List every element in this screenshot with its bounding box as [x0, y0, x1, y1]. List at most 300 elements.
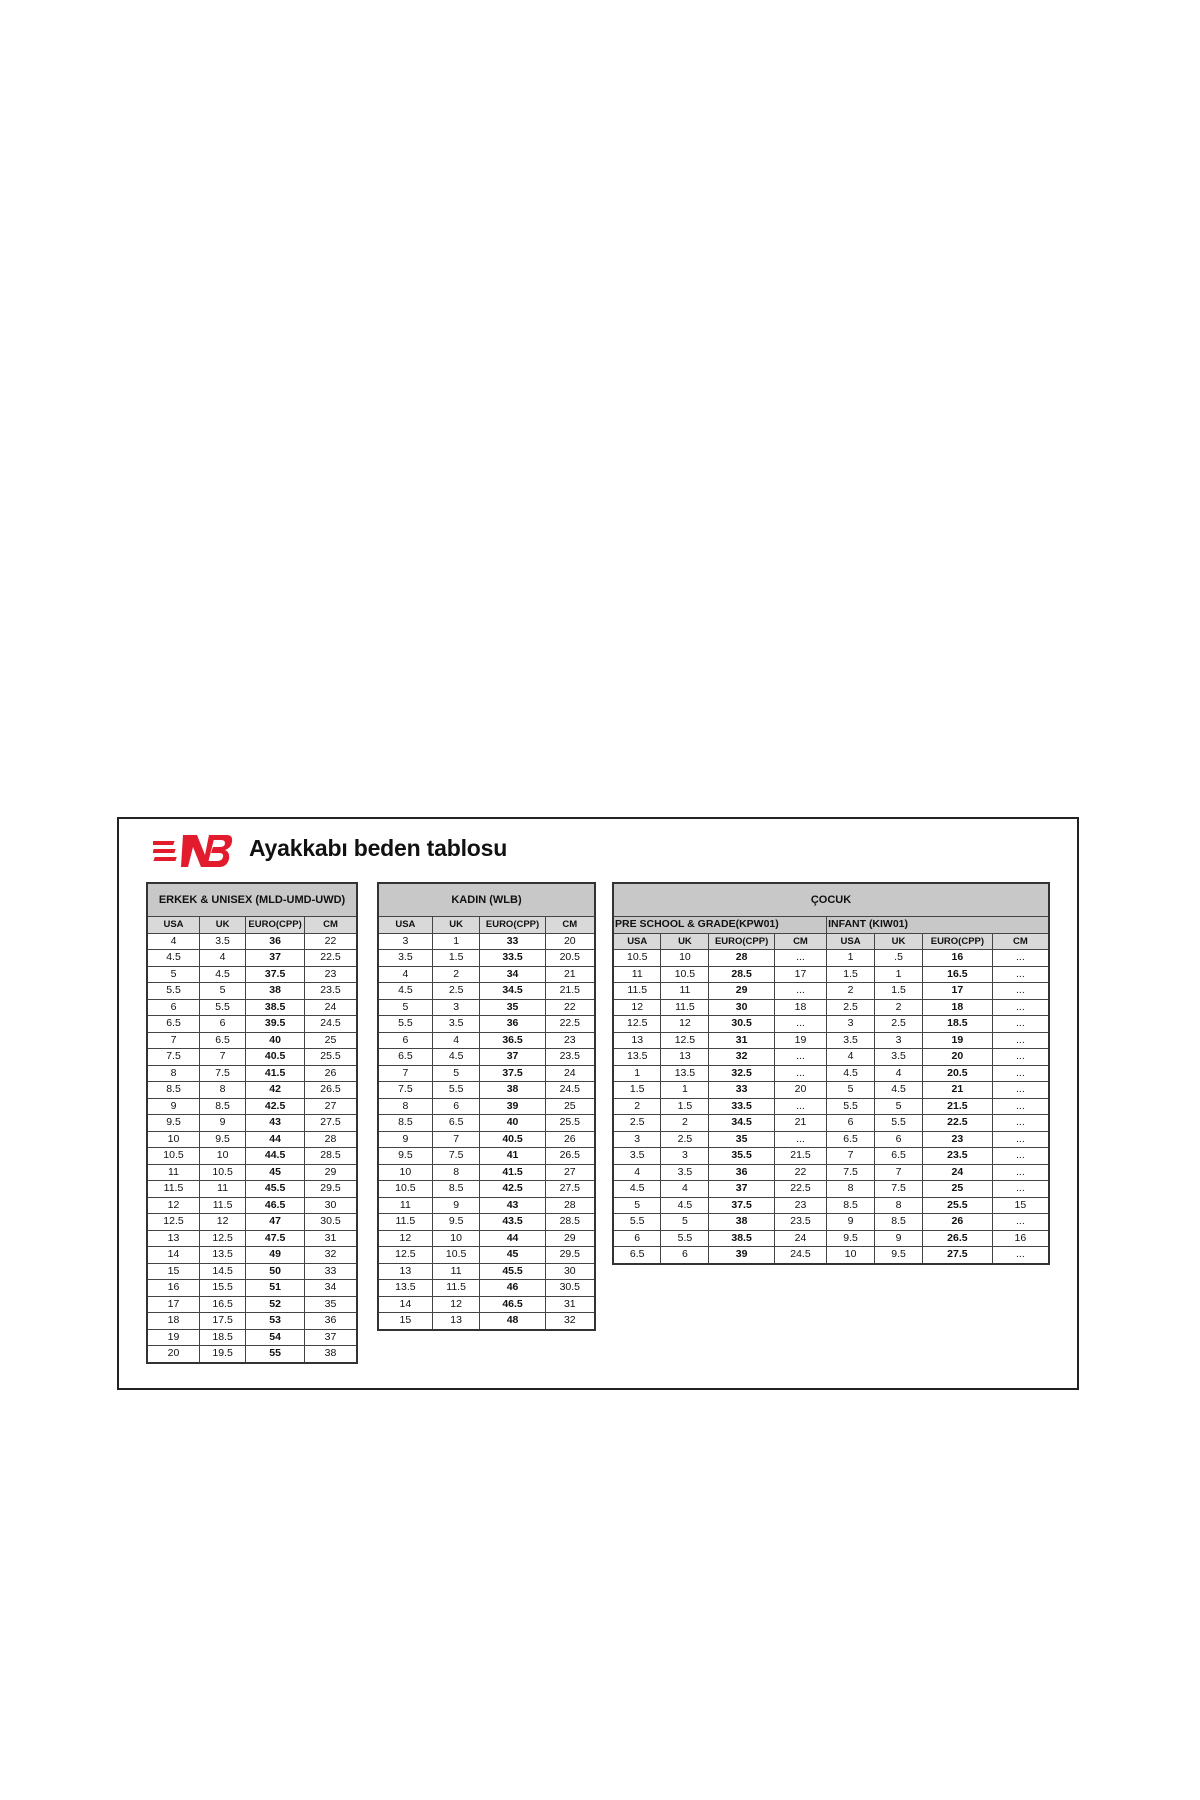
- table-cell: 5: [378, 999, 432, 1016]
- table-cell: 42.5: [480, 1181, 545, 1198]
- table-cell: 5: [200, 983, 246, 1000]
- table-cell: 1.5: [661, 1098, 709, 1115]
- column-header: EURO(CPP): [246, 917, 305, 934]
- table-cell: ...: [774, 1098, 826, 1115]
- table-cell: 6.5: [827, 1131, 875, 1148]
- table-cell: 3.5: [200, 933, 246, 950]
- table-cell: 32: [304, 1247, 357, 1264]
- table-cell: 38.5: [709, 1230, 774, 1247]
- women-size-table: [377, 882, 596, 1331]
- table-cell: 18: [147, 1313, 200, 1330]
- table-cell: 6: [613, 1230, 661, 1247]
- table-cell: 6: [200, 1016, 246, 1033]
- table-cell: 17.5: [200, 1313, 246, 1330]
- table-row: [613, 1197, 1049, 1214]
- table-cell: ...: [992, 1214, 1049, 1231]
- table-cell: 35: [304, 1296, 357, 1313]
- table-cell: 4: [200, 950, 246, 967]
- table-cell: 24: [923, 1164, 993, 1181]
- table-row: [147, 1247, 357, 1264]
- table-cell: 19: [923, 1032, 993, 1049]
- table-cell: 12.5: [200, 1230, 246, 1247]
- table-cell: 5: [827, 1082, 875, 1099]
- preschool-label: PRE SCHOOL & GRADE(KPW01): [613, 917, 827, 934]
- table-cell: 29: [709, 983, 774, 1000]
- table-cell: 6.5: [147, 1016, 200, 1033]
- table-row: [147, 1197, 357, 1214]
- table-cell: 7.5: [200, 1065, 246, 1082]
- table-cell: 3: [432, 999, 480, 1016]
- table-row: [147, 983, 357, 1000]
- table-cell: 47.5: [246, 1230, 305, 1247]
- table-cell: 44: [246, 1131, 305, 1148]
- table-cell: 26.5: [545, 1148, 595, 1165]
- table-cell: 9.5: [200, 1131, 246, 1148]
- table-cell: 8: [432, 1164, 480, 1181]
- table-cell: 9.5: [875, 1247, 923, 1264]
- table-row: [378, 933, 595, 950]
- table-cell: 50: [246, 1263, 305, 1280]
- table-cell: 23.5: [304, 983, 357, 1000]
- table-row: [613, 999, 1049, 1016]
- table-cell: 32: [709, 1049, 774, 1066]
- table-cell: 2.5: [827, 999, 875, 1016]
- table-cell: 27.5: [923, 1247, 993, 1264]
- table-row: [613, 1214, 1049, 1231]
- table-cell: 32: [545, 1313, 595, 1330]
- table-cell: 30.5: [545, 1280, 595, 1297]
- table-cell: 28.5: [304, 1148, 357, 1165]
- table-cell: 17: [147, 1296, 200, 1313]
- table-cell: 7.5: [827, 1164, 875, 1181]
- table-cell: 6.5: [613, 1247, 661, 1264]
- table-row: [147, 1016, 357, 1033]
- table-cell: 13: [432, 1313, 480, 1330]
- table-cell: 6: [661, 1247, 709, 1264]
- table-cell: 3: [613, 1131, 661, 1148]
- table-cell: 4: [432, 1032, 480, 1049]
- table-cell: 6: [827, 1115, 875, 1132]
- table-cell: 43: [480, 1197, 545, 1214]
- table-cell: ...: [992, 1247, 1049, 1264]
- table-row: [378, 1313, 595, 1330]
- table-cell: 11: [432, 1263, 480, 1280]
- table-cell: 4: [147, 933, 200, 950]
- table-cell: 23.5: [545, 1049, 595, 1066]
- table-row: [147, 1280, 357, 1297]
- table-cell: 19: [774, 1032, 826, 1049]
- table-cell: 21.5: [545, 983, 595, 1000]
- table-cell: 12: [147, 1197, 200, 1214]
- table-cell: 12: [613, 999, 661, 1016]
- table-cell: 9: [432, 1197, 480, 1214]
- table-cell: 10.5: [200, 1164, 246, 1181]
- column-header: USA: [378, 917, 432, 934]
- table-cell: 38: [709, 1214, 774, 1231]
- table-cell: ...: [992, 1181, 1049, 1198]
- table-row: [378, 1032, 595, 1049]
- table-cell: 18: [774, 999, 826, 1016]
- table-cell: 36: [480, 1016, 545, 1033]
- table-cell: 23.5: [774, 1214, 826, 1231]
- table-cell: ...: [992, 966, 1049, 983]
- table-cell: 38.5: [246, 999, 305, 1016]
- table-row: [613, 1164, 1049, 1181]
- table-row: [147, 1082, 357, 1099]
- table-cell: 40: [246, 1032, 305, 1049]
- table-cell: 6.5: [378, 1049, 432, 1066]
- table-row: [147, 933, 357, 950]
- table-row: [378, 1148, 595, 1165]
- table-cell: ...: [992, 1131, 1049, 1148]
- table-cell: ...: [992, 1148, 1049, 1165]
- table-cell: 5.5: [661, 1230, 709, 1247]
- table-cell: 26.5: [923, 1230, 993, 1247]
- table-cell: 4.5: [875, 1082, 923, 1099]
- page-title: Ayakkabı beden tablosu: [249, 835, 508, 861]
- table-cell: 5.5: [200, 999, 246, 1016]
- table-cell: 13.5: [661, 1065, 709, 1082]
- table-cell: 42: [246, 1082, 305, 1099]
- table-row: [378, 1049, 595, 1066]
- table-cell: 11.5: [378, 1214, 432, 1231]
- table-row: [378, 1247, 595, 1264]
- table-cell: 29.5: [304, 1181, 357, 1198]
- table-row: [378, 1131, 595, 1148]
- table-cell: 9: [200, 1115, 246, 1132]
- table-cell: 4.5: [661, 1197, 709, 1214]
- table-cell: 6: [875, 1131, 923, 1148]
- table-row: [378, 1263, 595, 1280]
- table-cell: 41.5: [246, 1065, 305, 1082]
- table-cell: 10.5: [147, 1148, 200, 1165]
- table-cell: 26: [923, 1214, 993, 1231]
- table-cell: 23: [304, 966, 357, 983]
- table-cell: 11.5: [432, 1280, 480, 1297]
- table-cell: 6.5: [200, 1032, 246, 1049]
- table-cell: 37.5: [246, 966, 305, 983]
- table-cell: 44.5: [246, 1148, 305, 1165]
- table-cell: 33.5: [480, 950, 545, 967]
- table-cell: 46: [480, 1280, 545, 1297]
- table-row: [378, 966, 595, 983]
- table-cell: 25: [923, 1181, 993, 1198]
- table-cell: 40.5: [480, 1131, 545, 1148]
- table-cell: 23: [923, 1131, 993, 1148]
- table-cell: 16: [923, 950, 993, 967]
- table-cell: 20: [774, 1082, 826, 1099]
- table-cell: 54: [246, 1329, 305, 1346]
- table-row: [378, 1082, 595, 1099]
- table-cell: 4.5: [432, 1049, 480, 1066]
- table-row: [613, 1065, 1049, 1082]
- table-cell: 39: [709, 1247, 774, 1264]
- table-cell: 41: [480, 1148, 545, 1165]
- table-row: [613, 1016, 1049, 1033]
- table-row: [378, 950, 595, 967]
- table-cell: 13: [661, 1049, 709, 1066]
- table-cell: 6: [147, 999, 200, 1016]
- table-cell: 5: [661, 1214, 709, 1231]
- table-cell: 25.5: [923, 1197, 993, 1214]
- table-row: [147, 1296, 357, 1313]
- table-row: [613, 1049, 1049, 1066]
- table-cell: 3: [661, 1148, 709, 1165]
- table-cell: 37: [480, 1049, 545, 1066]
- table-cell: 11: [613, 966, 661, 983]
- table-cell: 46.5: [480, 1296, 545, 1313]
- table-cell: 29: [304, 1164, 357, 1181]
- table-cell: 14: [147, 1247, 200, 1264]
- table-cell: 45: [246, 1164, 305, 1181]
- table-cell: 13.5: [200, 1247, 246, 1264]
- table-cell: 12: [200, 1214, 246, 1231]
- table-cell: 24.5: [774, 1247, 826, 1264]
- table-cell: 21: [923, 1082, 993, 1099]
- table-cell: 6.5: [432, 1115, 480, 1132]
- table-cell: 34.5: [709, 1115, 774, 1132]
- table-cell: 33: [304, 1263, 357, 1280]
- table-cell: ...: [992, 999, 1049, 1016]
- table-cell: 28: [545, 1197, 595, 1214]
- table-cell: 25.5: [304, 1049, 357, 1066]
- table-cell: 7.5: [147, 1049, 200, 1066]
- table-cell: 22.5: [923, 1115, 993, 1132]
- column-header: EURO(CPP): [709, 933, 774, 950]
- table-cell: 38: [246, 983, 305, 1000]
- table-cell: 11: [661, 983, 709, 1000]
- column-header: UK: [200, 917, 246, 934]
- table-cell: 5.5: [613, 1214, 661, 1231]
- table-row: [147, 950, 357, 967]
- table-cell: 15: [147, 1263, 200, 1280]
- table-cell: 4.5: [378, 983, 432, 1000]
- table-cell: 21: [774, 1115, 826, 1132]
- table-cell: 35: [709, 1131, 774, 1148]
- table-cell: 39.5: [246, 1016, 305, 1033]
- table-cell: 4.5: [200, 966, 246, 983]
- table-cell: 30: [304, 1197, 357, 1214]
- table-cell: 10: [147, 1131, 200, 1148]
- table-cell: 32.5: [709, 1065, 774, 1082]
- table-cell: 3.5: [432, 1016, 480, 1033]
- table-cell: 6.5: [875, 1148, 923, 1165]
- table-cell: 8: [200, 1082, 246, 1099]
- table-row: [613, 950, 1049, 967]
- table-cell: 8.5: [147, 1082, 200, 1099]
- table-cell: 51: [246, 1280, 305, 1297]
- table-cell: 10.5: [661, 966, 709, 983]
- table-cell: ...: [774, 1065, 826, 1082]
- table-cell: 25: [304, 1032, 357, 1049]
- table-cell: 5: [613, 1197, 661, 1214]
- table-cell: 25.5: [545, 1115, 595, 1132]
- table-row: [147, 966, 357, 983]
- table-cell: ...: [992, 1082, 1049, 1099]
- table-cell: 1: [827, 950, 875, 967]
- table-cell: 27.5: [304, 1115, 357, 1132]
- table-row: [378, 1197, 595, 1214]
- table-cell: 3.5: [875, 1049, 923, 1066]
- table-cell: 33: [480, 933, 545, 950]
- table-cell: 12: [378, 1230, 432, 1247]
- table-cell: 4: [661, 1181, 709, 1198]
- column-header: USA: [147, 917, 200, 934]
- column-header: UK: [661, 933, 709, 950]
- table-row: [613, 1181, 1049, 1198]
- table-row: [613, 966, 1049, 983]
- table-row: [147, 1346, 357, 1363]
- table-cell: 12.5: [147, 1214, 200, 1231]
- table-cell: 45: [480, 1247, 545, 1264]
- women-group-label: KADIN (WLB): [378, 883, 595, 917]
- table-cell: 34.5: [480, 983, 545, 1000]
- table-cell: 40.5: [246, 1049, 305, 1066]
- table-cell: 13.5: [378, 1280, 432, 1297]
- table-cell: 31: [304, 1230, 357, 1247]
- table-cell: 2.5: [661, 1131, 709, 1148]
- table-cell: 7.5: [875, 1181, 923, 1198]
- table-cell: 14.5: [200, 1263, 246, 1280]
- table-cell: 22.5: [545, 1016, 595, 1033]
- table-row: [378, 1181, 595, 1198]
- table-row: [378, 983, 595, 1000]
- table-cell: 47: [246, 1214, 305, 1231]
- table-cell: 2.5: [875, 1016, 923, 1033]
- table-row: [147, 1214, 357, 1231]
- table-cell: 2: [432, 966, 480, 983]
- table-cell: ...: [992, 1115, 1049, 1132]
- table-cell: 19: [147, 1329, 200, 1346]
- table-cell: 9.5: [432, 1214, 480, 1231]
- table-cell: ...: [774, 1131, 826, 1148]
- table-cell: 31: [709, 1032, 774, 1049]
- table-cell: ...: [992, 950, 1049, 967]
- table-cell: 43: [246, 1115, 305, 1132]
- table-cell: 16: [992, 1230, 1049, 1247]
- table-cell: 43.5: [480, 1214, 545, 1231]
- table-cell: 1: [613, 1065, 661, 1082]
- table-cell: 22: [774, 1164, 826, 1181]
- table-cell: 37: [709, 1181, 774, 1198]
- table-cell: 46.5: [246, 1197, 305, 1214]
- table-cell: 52: [246, 1296, 305, 1313]
- new-balance-logo-icon: [153, 829, 233, 873]
- table-cell: ...: [774, 1016, 826, 1033]
- table-cell: 10.5: [613, 950, 661, 967]
- size-chart-card: [117, 817, 1079, 1390]
- table-row: [378, 1280, 595, 1297]
- table-cell: ...: [992, 1049, 1049, 1066]
- table-cell: 1.5: [875, 983, 923, 1000]
- table-cell: 3.5: [661, 1164, 709, 1181]
- table-cell: 27: [304, 1098, 357, 1115]
- table-cell: 21.5: [923, 1098, 993, 1115]
- table-cell: 5: [147, 966, 200, 983]
- table-cell: 21.5: [774, 1148, 826, 1165]
- table-cell: 12.5: [613, 1016, 661, 1033]
- table-cell: 28.5: [709, 966, 774, 983]
- table-cell: 33.5: [709, 1098, 774, 1115]
- column-header: EURO(CPP): [923, 933, 993, 950]
- table-cell: 24: [304, 999, 357, 1016]
- table-cell: 20: [923, 1049, 993, 1066]
- table-cell: 18.5: [923, 1016, 993, 1033]
- table-cell: 5.5: [147, 983, 200, 1000]
- table-cell: 7.5: [378, 1082, 432, 1099]
- table-cell: 5: [875, 1098, 923, 1115]
- table-cell: 8.5: [432, 1181, 480, 1198]
- table-cell: 11.5: [613, 983, 661, 1000]
- table-cell: 22.5: [304, 950, 357, 967]
- table-cell: 37: [304, 1329, 357, 1346]
- table-row: [378, 1296, 595, 1313]
- table-cell: 24.5: [304, 1016, 357, 1033]
- table-row: [378, 1098, 595, 1115]
- table-row: [378, 1214, 595, 1231]
- table-cell: ...: [774, 983, 826, 1000]
- kids-group-label: ÇOCUK: [613, 883, 1049, 917]
- table-cell: 11.5: [147, 1181, 200, 1198]
- table-cell: 9: [827, 1214, 875, 1231]
- table-cell: 13.5: [613, 1049, 661, 1066]
- table-cell: 36: [304, 1313, 357, 1330]
- table-cell: 12: [661, 1016, 709, 1033]
- table-cell: 34: [304, 1280, 357, 1297]
- table-cell: 7: [432, 1131, 480, 1148]
- table-cell: ...: [992, 1098, 1049, 1115]
- column-header: CM: [992, 933, 1049, 950]
- table-cell: ...: [992, 1164, 1049, 1181]
- table-cell: 4: [827, 1049, 875, 1066]
- table-cell: 3.5: [613, 1148, 661, 1165]
- table-cell: 8: [378, 1098, 432, 1115]
- table-cell: 16: [147, 1280, 200, 1297]
- column-header: CM: [304, 917, 357, 934]
- table-cell: 22.5: [774, 1181, 826, 1198]
- table-row: [613, 1032, 1049, 1049]
- table-cell: 28: [304, 1131, 357, 1148]
- table-cell: 5.5: [432, 1082, 480, 1099]
- table-cell: 44: [480, 1230, 545, 1247]
- table-cell: 7: [827, 1148, 875, 1165]
- table-row: [378, 1230, 595, 1247]
- table-row: [613, 1098, 1049, 1115]
- table-cell: 29: [545, 1230, 595, 1247]
- table-cell: 21: [545, 966, 595, 983]
- table-cell: 16.5: [200, 1296, 246, 1313]
- table-row: [147, 999, 357, 1016]
- table-cell: 1: [875, 966, 923, 983]
- table-cell: 25: [545, 1098, 595, 1115]
- table-cell: 2: [875, 999, 923, 1016]
- table-row: [613, 983, 1049, 1000]
- table-row: [613, 1148, 1049, 1165]
- table-cell: 14: [378, 1296, 432, 1313]
- table-row: [378, 1115, 595, 1132]
- table-row: [147, 1164, 357, 1181]
- table-row: [613, 1082, 1049, 1099]
- table-cell: 5.5: [378, 1016, 432, 1033]
- kids-size-table: [612, 882, 1050, 1265]
- table-cell: 19.5: [200, 1346, 246, 1363]
- table-cell: 9: [147, 1098, 200, 1115]
- column-header: EURO(CPP): [480, 917, 545, 934]
- table-cell: 12.5: [378, 1247, 432, 1264]
- table-row: [147, 1065, 357, 1082]
- table-cell: 49: [246, 1247, 305, 1264]
- table-row: [147, 1131, 357, 1148]
